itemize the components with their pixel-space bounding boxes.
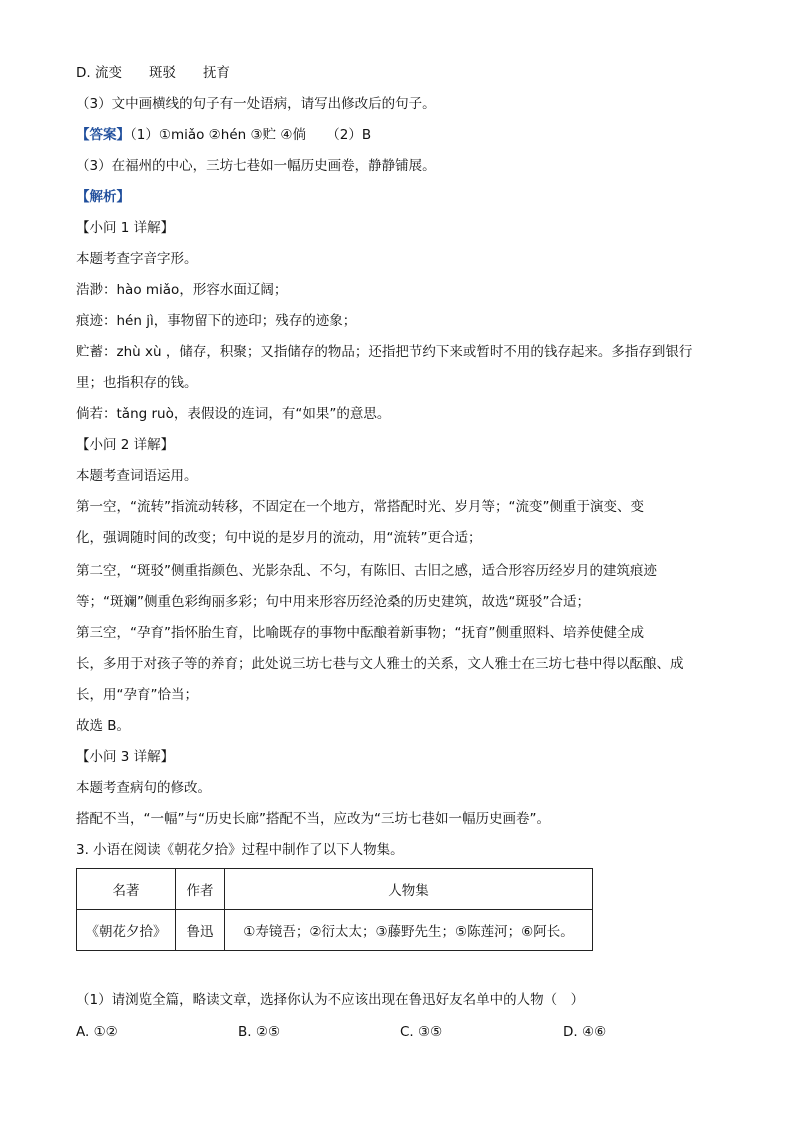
option-b[interactable]: B. ②⑤ bbox=[238, 1024, 281, 1040]
subquestion-heading-2: 【小问 2 详解】 bbox=[76, 437, 175, 453]
paragraph-line: 长，多用于对孩子等的养育；此处说三坊七巷与文人雅士的关系，文人雅士在三坊七巷中得以酝酿、成 bbox=[76, 656, 684, 672]
answer-line bbox=[76, 125, 371, 145]
subquestion-3: （3）文中画横线的句子有一处语病，请写出修改后的句子。 bbox=[76, 96, 436, 112]
paragraph-line: 里；也指积存的钱。 bbox=[76, 375, 198, 391]
paragraph-line: 化，强调随时间的改变；句中说的是岁月的流动，用“流转”更合适； bbox=[76, 530, 482, 546]
paragraph-line: 本题考查病句的修改。 bbox=[76, 780, 211, 796]
paragraph-line: 第二空，“斑驳”侧重指颜色、光影杂乱、不匀，有陈旧、古旧之感，适合形容历经岁月的建筑痕迹 bbox=[76, 563, 657, 579]
subquestion-heading-3: 【小问 3 详解】 bbox=[76, 749, 175, 765]
paragraph-line: 本题考查字音字形。 bbox=[76, 251, 198, 267]
table-cell: 《朝花夕拾》 bbox=[77, 910, 176, 951]
answer-line-3: （3）在福州的中心，三坊七巷如一幅历史画卷，静静铺展。 bbox=[76, 158, 436, 174]
table-header-cell: 人物集 bbox=[225, 869, 593, 910]
table-row bbox=[77, 910, 593, 951]
subquestion-heading-1: 【小问 1 详解】 bbox=[76, 220, 175, 236]
option-d[interactable]: D. ④⑥ bbox=[563, 1024, 607, 1040]
paragraph-line: 倘若：tǎng ruò，表假设的连词，有“如果”的意思。 bbox=[76, 406, 391, 422]
paragraph-line: 长，用“孕育”恰当； bbox=[76, 687, 198, 703]
answer-text: （1）①miǎo ②hén ③贮 ④倘 （2）B bbox=[130, 127, 372, 143]
table-cell: ①寿镜吾；②衍太太；③藤野先生；⑤陈莲河；⑥阿长。 bbox=[225, 910, 593, 951]
table-header-row bbox=[77, 869, 593, 910]
character-table bbox=[76, 868, 593, 951]
option-d-line: D. 流变 斑驳 抚育 bbox=[76, 65, 230, 81]
answer-tag: 【答案】 bbox=[76, 127, 130, 143]
paragraph-line: 贮蓄：zhù xù ，储存，积聚；又指储存的物品；还指把节约下来或暂时不用的钱存起来。多指存到银行 bbox=[76, 344, 693, 360]
paragraph-line: 第一空，“流转”指流动转移，不固定在一个地方，常搭配时光、岁月等；“流变”侧重于演变、变 bbox=[76, 499, 644, 515]
question-3-1: （1）请浏览全篇，略读文章，选择你认为不应该出现在鲁迅好友名单中的人物（ ） bbox=[76, 992, 585, 1008]
option-a[interactable]: A. ①② bbox=[76, 1024, 118, 1040]
table-header-cell: 名著 bbox=[77, 869, 176, 910]
table-header-cell: 作者 bbox=[176, 869, 225, 910]
paragraph-line: 搭配不当，“一幅”与“历史长廊”搭配不当，应改为“三坊七巷如一幅历史画卷”。 bbox=[76, 811, 550, 827]
analysis-heading: 【解析】 bbox=[76, 189, 130, 205]
paragraph-line: 等；“斑斓”侧重色彩绚丽多彩；句中用来形容历经沧桑的历史建筑，故选“斑驳”合适； bbox=[76, 594, 590, 610]
table-cell: 鲁迅 bbox=[176, 910, 225, 951]
paragraph-line: 痕迹：hén jì，事物留下的迹印；残存的迹象； bbox=[76, 313, 357, 329]
option-c[interactable]: C. ③⑤ bbox=[400, 1024, 443, 1040]
paragraph-line: 故选 B。 bbox=[76, 718, 131, 734]
question-3-stem: 3. 小语在阅读《朝花夕拾》过程中制作了以下人物集。 bbox=[76, 842, 404, 858]
answer-options bbox=[76, 1022, 636, 1042]
paragraph-line: 本题考查词语运用。 bbox=[76, 468, 198, 484]
paragraph-line: 第三空，“孕育”指怀胎生育，比喻既存的事物中酝酿着新事物；“抚育”侧重照料、培养使健全成 bbox=[76, 625, 644, 641]
paragraph-line: 浩渺：hào miǎo，形容水面辽阔； bbox=[76, 282, 288, 298]
